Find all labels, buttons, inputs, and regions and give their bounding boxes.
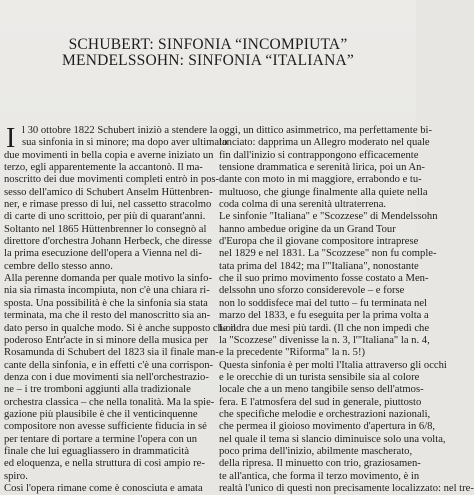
text-line: gazione più plausibile è che il venticinquenne — [4, 408, 198, 420]
text-line: per tentare di portare a termine l'opera con un — [4, 433, 198, 445]
text-line: d'Europa che il giovane compositore intraprese — [219, 236, 419, 248]
text-line: noscritto dei due movimenti completi entrò in pos- — [4, 174, 220, 186]
text-line: ed eloquenza, e nella struttura di così ampio re- — [4, 458, 205, 470]
title-schubert: SCHUBERT: SINFONIA “INCOMPIUTA” — [68, 36, 348, 53]
text-line: e le orecchie di un turista sensibile sia al colore — [219, 371, 420, 383]
text-line: compositore non avesse sufficiente fiducia in sé — [4, 421, 207, 433]
text-line: la prima esecuzione dell'opera a Vienna nel di- — [4, 248, 202, 260]
text-line: la "Scozzese" divenisse la n. 3, l'"Italiana" la n. 4, — [219, 334, 430, 346]
text-line: che specifiche melodie e orchestrazioni nazionali, — [219, 408, 431, 420]
right-text-column — [219, 125, 474, 495]
text-line: poderoso Entr'acte in si minore della musica per — [4, 334, 209, 346]
text-line: lanciato: dapprima un Allegro moderato nel quale — [219, 137, 430, 149]
text-line: tata prima del 1842; ma l'"Italiana", nonostante — [219, 260, 419, 272]
text-line: locale che a un meno tangibile senso dell'atmos- — [219, 384, 424, 396]
text-line: direttore d'orchestra Johann Herbeck, che diresse — [4, 236, 212, 248]
text-line: sua sinfonia in si minore; ma dopo aver ultimato — [22, 137, 228, 149]
text-line: terzo, egli apparentemente la accantonò. Il ma- — [4, 162, 203, 174]
text-line: della ripresa. Il minuetto con trio, graziosamen- — [219, 458, 421, 470]
text-line: nel 1829 e nel 1831. La "Scozzese" non fu comple- — [219, 248, 437, 260]
text-line: multuoso, che giunge finalmente alla quiete nella — [219, 186, 428, 198]
text-line: Rosamunda di Schubert del 1823 sia il finale man- — [4, 347, 219, 359]
text-line: oggi, un dittico asimmetrico, ma perfettamente bi- — [219, 125, 432, 136]
text-line: nia sia rimasta incompiuta, non c'è una chiara ri- — [4, 285, 210, 297]
text-line: dante con moto in mi maggiore, errabondo e tu- — [219, 174, 422, 186]
text-line: marzo del 1833, e fu eseguita per la prima volta a — [219, 310, 429, 322]
text-line: denza con i due movimenti sia nell'orchestrazio- — [4, 371, 209, 383]
drop-cap: I — [6, 123, 16, 154]
text-line: che il suo primo movimento fosse costato a Men- — [219, 273, 429, 285]
text-line: poco prima dell'inizio, abilmente mascherato, — [219, 445, 413, 457]
text-line: e la precedente "Riforma" la n. 5!) — [219, 347, 366, 359]
text-line: finale che lui eguagliassero in drammaticità — [4, 445, 190, 457]
text-line: Alla perenne domanda per quale motivo la sinfo- — [4, 273, 212, 285]
text-line: ner, e rimase presso di lui, nel cassetto stracolmo — [4, 199, 212, 211]
text-line: due movimenti in bella copia e averne iniziato un — [4, 149, 214, 161]
text-line: Londra due mesi più tardi. (Il che non impedì che — [219, 322, 430, 334]
text-line: Soltanto nel 1865 Hüttenbrenner lo consegnò al — [4, 223, 207, 235]
text-line: sposta. Una possibilità è che la sinfonia sia stata — [4, 297, 208, 309]
text-line: non lo soddisfece mai del tutto – fu terminata nel — [219, 297, 427, 309]
text-line: cante della sinfonia, e in effetti c'è una corrispon- — [4, 359, 214, 371]
text-line: spiro. — [4, 470, 28, 482]
text-line: sesso dell'amico di Schubert Anselm Hüttenbren- — [4, 186, 213, 198]
text-line: realtà l'unico di questi non precisamente localizzato: nel tre- — [219, 482, 474, 494]
text-line: Così l'opera rimane come è conosciuta e amata — [4, 482, 203, 494]
text-line: nel quale il tema si slancio diminuisce solo una volta, — [219, 433, 446, 445]
text-line: Le sinfonie "Italiana" e "Scozzese" di Mendelssohn — [219, 211, 438, 223]
title-mendelssohn: MENDELSSOHN: SINFONIA “ITALIANA” — [62, 52, 354, 69]
text-line: tensione drammatica e serenità lirica, poi un An- — [219, 162, 425, 174]
text-line: orchestra classica – che nella tonalità. Ma la spie- — [4, 396, 215, 408]
text-line: l 30 ottobre 1822 Schubert iniziò a stendere la — [22, 125, 218, 136]
text-line: te all'antica, che forma il terzo movimento, è in — [219, 470, 420, 482]
left-text-column — [4, 125, 237, 495]
text-line: fin dall'inizio si contrappongono efficacemente — [219, 149, 419, 161]
text-line: di carte di uno scrittoio, per più di quarant'anni. — [4, 211, 206, 223]
text-line: Questa sinfonia è per molti l'Italia attraverso gli occhi — [219, 359, 447, 371]
text-line: coda colma di una serenità ultraterrena. — [219, 199, 387, 211]
text-line: cembre dello stesso anno. — [4, 260, 113, 272]
text-line: che permea il gioioso movimento d'apertura in 6/8, — [219, 421, 436, 433]
text-line: delssohn uno sforzo considerevole – e forse — [219, 285, 405, 297]
text-line: terminata, ma che il resto del manoscritto sia an- — [4, 310, 211, 322]
text-line: fera. E l'atmosfera del sud in generale, piuttosto — [219, 396, 422, 408]
text-line: ne – i tre trombonі aggiunti alla tradizionale — [4, 384, 191, 396]
text-line: dato perso in qualche modo. Si è anche supposto che il — [4, 322, 237, 334]
text-line: hanno ambedue origine da un Grand Tour — [219, 223, 396, 235]
